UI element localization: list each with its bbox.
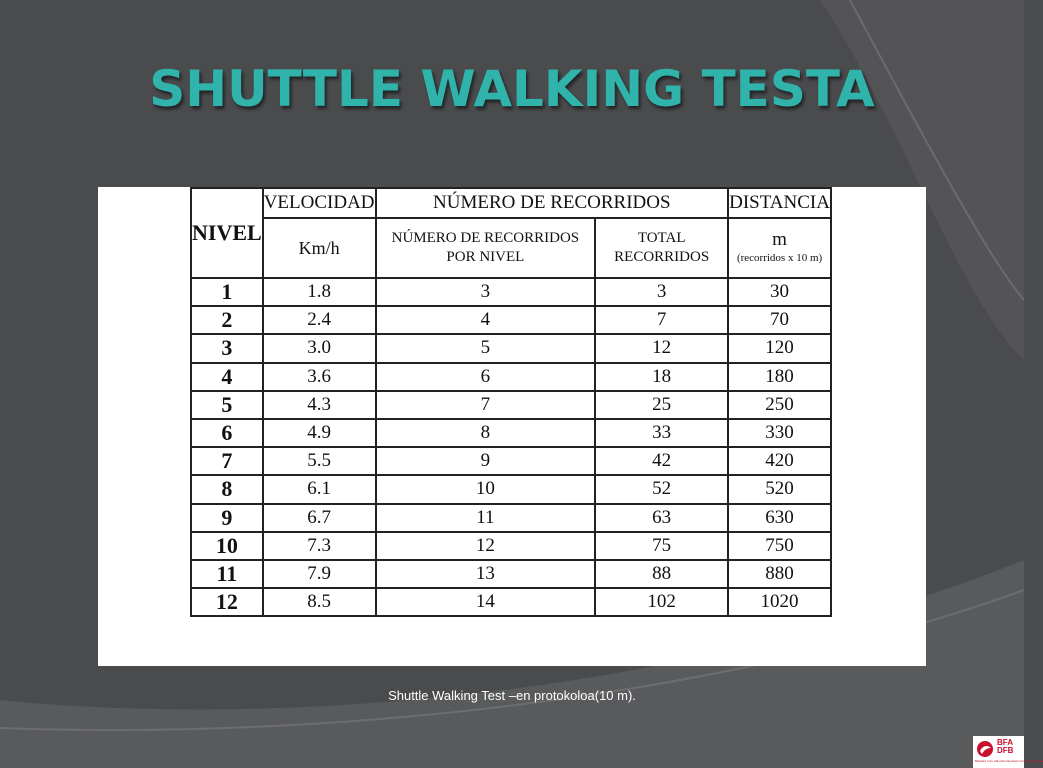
header-m — [728, 218, 831, 278]
cell-por-nivel: 12 — [376, 532, 596, 560]
cell-total: 33 — [595, 419, 728, 447]
cell-por-nivel: 4 — [376, 306, 596, 334]
cell-velocidad: 4.9 — [263, 419, 376, 447]
cell-por-nivel: 7 — [376, 391, 596, 419]
cell-velocidad: 5.5 — [263, 447, 376, 475]
bfa-dfb-logo — [973, 736, 1043, 768]
cell-nivel: 3 — [191, 334, 263, 362]
cell-velocidad: 1.8 — [263, 278, 376, 306]
header-m-unit: m — [772, 229, 787, 250]
cell-nivel: 10 — [191, 532, 263, 560]
cell-total: 12 — [595, 334, 728, 362]
cell-por-nivel: 3 — [376, 278, 596, 306]
cell-nivel: 4 — [191, 363, 263, 391]
cell-velocidad: 3.6 — [263, 363, 376, 391]
bfa-emblem-icon — [975, 739, 995, 759]
cell-total: 7 — [595, 306, 728, 334]
cell-nivel: 9 — [191, 504, 263, 532]
cell-por-nivel: 10 — [376, 475, 596, 503]
cell-distancia: 420 — [728, 447, 831, 475]
cell-total: 18 — [595, 363, 728, 391]
cell-distancia: 1020 — [728, 588, 831, 616]
cell-velocidad: 4.3 — [263, 391, 376, 419]
cell-distancia: 630 — [728, 504, 831, 532]
cell-total: 3 — [595, 278, 728, 306]
logo-text-line2: DFB — [997, 746, 1014, 755]
cell-distancia: 880 — [728, 560, 831, 588]
table-row — [191, 532, 831, 560]
cell-total: 52 — [595, 475, 728, 503]
cell-velocidad: 6.1 — [263, 475, 376, 503]
cell-nivel: 1 — [191, 278, 263, 306]
cell-velocidad: 8.5 — [263, 588, 376, 616]
table-row — [191, 475, 831, 503]
table-row — [191, 306, 831, 334]
cell-nivel: 6 — [191, 419, 263, 447]
cell-total: 75 — [595, 532, 728, 560]
table-row — [191, 504, 831, 532]
cell-distancia: 520 — [728, 475, 831, 503]
cell-distancia: 180 — [728, 363, 831, 391]
logo-text-line1: BFA — [997, 738, 1013, 747]
table-panel — [98, 187, 926, 666]
cell-por-nivel: 6 — [376, 363, 596, 391]
cell-por-nivel: 13 — [376, 560, 596, 588]
logo-text — [997, 739, 1013, 755]
table-row — [191, 278, 831, 306]
cell-total: 42 — [595, 447, 728, 475]
header-velocidad: VELOCIDAD — [263, 188, 376, 218]
levels-table — [190, 187, 832, 617]
cell-distancia: 30 — [728, 278, 831, 306]
header-distancia: DISTANCIA — [728, 188, 831, 218]
table-row — [191, 391, 831, 419]
table-row — [191, 447, 831, 475]
cell-distancia: 250 — [728, 391, 831, 419]
slide-title: SHUTTLE WALKING TESTA — [149, 60, 875, 118]
cell-distancia: 70 — [728, 306, 831, 334]
cell-total: 88 — [595, 560, 728, 588]
header-numero-por-nivel: NÚMERO DE RECORRIDOS POR NIVEL — [376, 218, 596, 278]
cell-nivel: 11 — [191, 560, 263, 588]
logo-subtext: Bizkaiko Foru Aldundia Diputación Foral de Bizkaia — [975, 759, 1043, 763]
cell-distancia: 750 — [728, 532, 831, 560]
cell-por-nivel: 9 — [376, 447, 596, 475]
cell-total: 102 — [595, 588, 728, 616]
header-numero-recorridos: NÚMERO DE RECORRIDOS — [376, 188, 729, 218]
header-m-note: (recorridos x 10 m) — [736, 252, 823, 264]
cell-por-nivel: 11 — [376, 504, 596, 532]
slide-caption: Shuttle Walking Test –en protokoloa(10 m). — [388, 688, 636, 703]
cell-distancia: 330 — [728, 419, 831, 447]
cell-velocidad: 7.9 — [263, 560, 376, 588]
table-row — [191, 560, 831, 588]
header-nivel: NIVEL — [191, 188, 263, 278]
table-row — [191, 588, 831, 616]
table-body — [191, 278, 831, 616]
cell-velocidad: 6.7 — [263, 504, 376, 532]
cell-por-nivel: 8 — [376, 419, 596, 447]
cell-velocidad: 7.3 — [263, 532, 376, 560]
header-kmh: Km/h — [263, 218, 376, 278]
cell-total: 25 — [595, 391, 728, 419]
cell-distancia: 120 — [728, 334, 831, 362]
table-row — [191, 419, 831, 447]
cell-velocidad: 3.0 — [263, 334, 376, 362]
table-row — [191, 363, 831, 391]
header-total-recorridos: TOTAL RECORRIDOS — [595, 218, 728, 278]
cell-por-nivel: 14 — [376, 588, 596, 616]
cell-total: 63 — [595, 504, 728, 532]
cell-por-nivel: 5 — [376, 334, 596, 362]
cell-nivel: 5 — [191, 391, 263, 419]
cell-nivel: 8 — [191, 475, 263, 503]
cell-nivel: 12 — [191, 588, 263, 616]
cell-velocidad: 2.4 — [263, 306, 376, 334]
cell-nivel: 7 — [191, 447, 263, 475]
cell-nivel: 2 — [191, 306, 263, 334]
table-row — [191, 334, 831, 362]
